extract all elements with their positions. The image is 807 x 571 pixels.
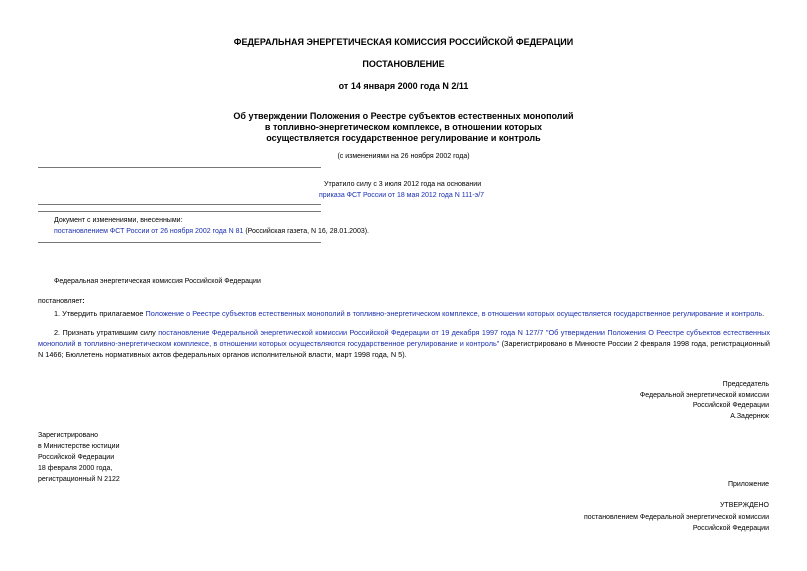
approved-by-line: постановлением Федеральной энергетической комиссии — [583, 514, 769, 521]
invalid-status-text: Утратило силу с 3 июля 2012 года на основании — [324, 181, 482, 188]
revision-tail: (Российская газета, N 16, 28.01.2003). — [243, 228, 370, 235]
registration-block — [38, 430, 120, 485]
signature-line: Российской Федерации — [692, 402, 769, 409]
divider — [38, 242, 321, 243]
issuer: Федеральная энергетическая комиссия Российской Федерации — [54, 278, 261, 285]
signature-block — [640, 380, 769, 422]
item-1-suffix: . — [762, 309, 765, 318]
registration-line: 18 февраля 2000 года, — [38, 465, 113, 472]
divider — [38, 204, 321, 205]
revision-link[interactable]: постановлением ФСТ России от 26 ноября 2002 года N 81 — [54, 228, 244, 235]
resolves-colon: : — [82, 298, 85, 305]
signature-line: Федеральной энергетической комиссии — [639, 391, 769, 399]
signature-line: А.Задернюк — [730, 412, 769, 420]
item-1-link[interactable]: Положение о Реестре субъектов естественных монополий в топливно-энергетическом комплексе, в отношении которых осуществляется государственное регулирование и контроль — [145, 309, 763, 318]
appendix-label: Приложение — [727, 481, 769, 488]
resolves-word: постановляет — [38, 298, 83, 305]
doc-type-heading: ПОСТАНОВЛЕНИЕ — [362, 59, 445, 69]
invalid-status-link[interactable]: приказа ФСТ России от 18 мая 2012 года N 111-э/7 — [319, 192, 485, 199]
item-2 — [38, 327, 770, 360]
divider — [38, 211, 321, 212]
item-2-prefix: 2. Признать утратившим силу — [54, 328, 159, 337]
approved-by-line: Российской Федерации — [692, 524, 769, 532]
title-line-1: Об утверждении Положения о Реестре субъектов естественных монополий — [233, 111, 574, 121]
divider — [38, 167, 321, 168]
item-1-prefix: 1. Утвердить прилагаемое — [54, 309, 146, 318]
org-heading: ФЕДЕРАЛЬНАЯ ЭНЕРГЕТИЧЕСКАЯ КОМИССИЯ РОССИЙСКОЙ ФЕДЕРАЦИИ — [233, 37, 574, 47]
registration-line: регистрационный N 2122 — [38, 476, 120, 483]
approved-by-block — [584, 513, 769, 534]
item-2-suffix: (Зарегистрировано в Минюсте России 2 февраля 1998 года, регистрационный N 1466; Бюллетень нормативных актов федеральных органов исполнительной власти, март 1998 года, N 5). — [38, 339, 770, 359]
registration-line: Зарегистрировано — [38, 432, 98, 439]
item-2-link[interactable]: постановление Федеральной энергетической комиссии Российской Федерации от 19 декабря 1997 года N 127/7 "Об утверждении Положения О Реестре субъектов естественных монополий в топливно-энергетическом комплексе, в отношении которых осуществляются государственное регулирование и контроль" — [38, 328, 770, 348]
approved-label: УТВЕРЖДЕНО — [719, 502, 769, 509]
date-number-heading: от 14 января 2000 года N 2/11 — [338, 81, 469, 91]
item-1 — [38, 308, 770, 319]
revision-label: Документ с изменениями, внесенными: — [54, 217, 183, 224]
registration-line: в Министерстве юстиции — [38, 443, 120, 450]
amendments-note: (с изменениями на 26 ноября 2002 года) — [337, 153, 470, 160]
resolves-line — [38, 298, 85, 305]
registration-line: Российской Федерации — [38, 454, 115, 461]
title-line-2: в топливно-энергетическом комплексе, в отношении которых — [264, 122, 543, 132]
title-line-3: осуществляется государственное регулирование и контроль — [266, 133, 541, 143]
signature-line: Председатель — [722, 381, 769, 388]
revision-line — [54, 228, 369, 235]
